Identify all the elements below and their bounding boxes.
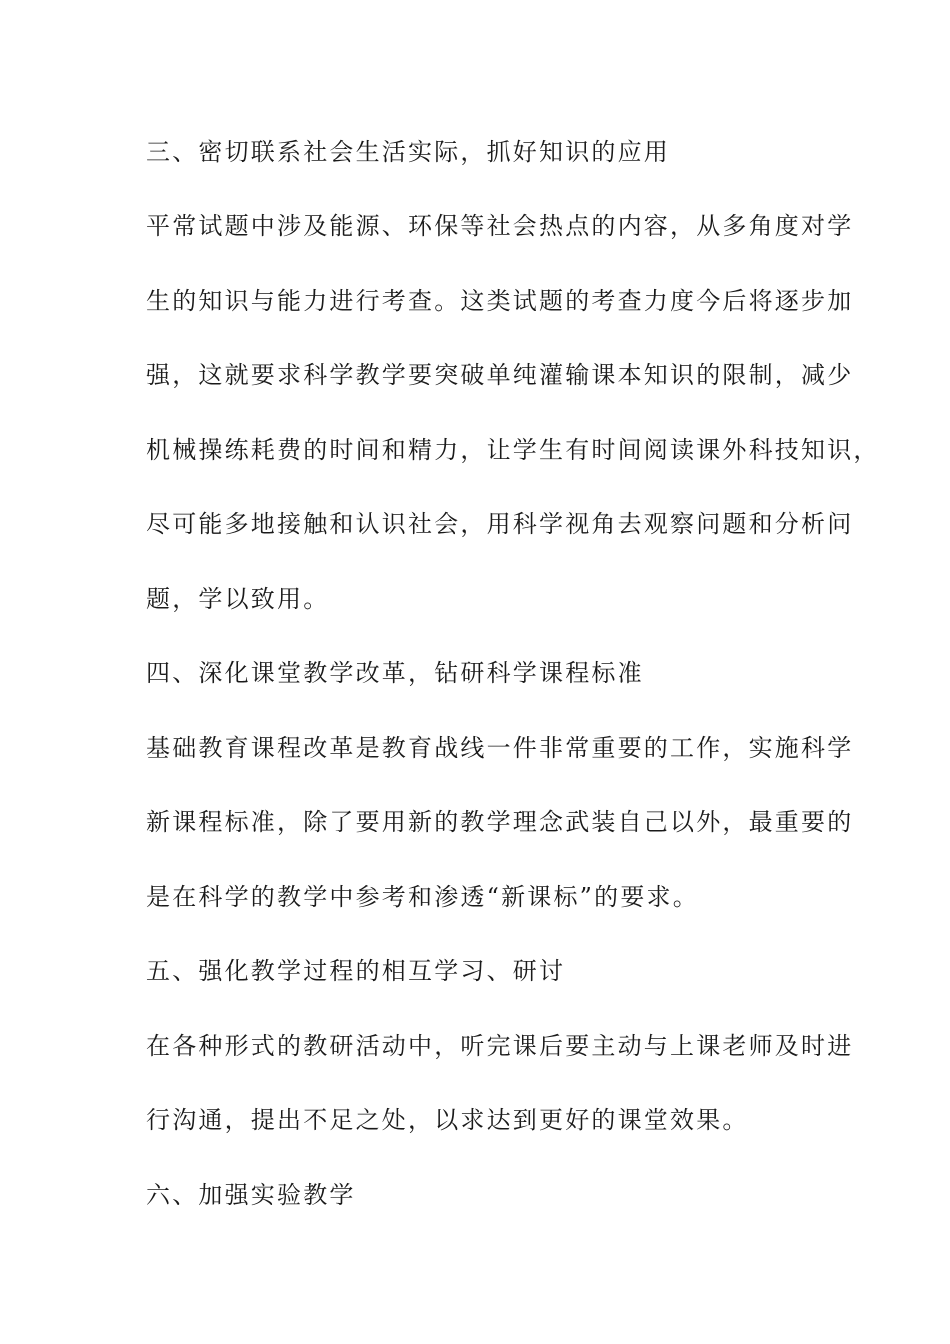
paragraph-line: 平常试题中涉及能源、环保等社会热点的内容，从多角度对学 [146, 212, 854, 240]
paragraph-line: 行沟通，提出不足之处，以求达到更好的课堂效果。 [146, 1106, 749, 1134]
paragraph-line: 新课程标准，除了要用新的教学理念武装自己以外，最重要的 [146, 808, 854, 836]
paragraph-line: 机械操练耗费的时间和精力，让学生有时间阅读课外科技知识， [146, 436, 880, 464]
section-heading-3: 三、密切联系社会生活实际，抓好知识的应用 [146, 138, 670, 166]
paragraph-line: 生的知识与能力进行考查。这类试题的考查力度今后将逐步加 [146, 287, 854, 315]
paragraph-line: 强，这就要求科学教学要突破单纯灌输课本知识的限制，减少 [146, 361, 854, 389]
paragraph-line: 题，学以致用。 [146, 585, 330, 613]
paragraph-line: 尽可能多地接触和认识社会，用科学视角去观察问题和分析问 [146, 510, 854, 538]
paragraph-line: 在各种形式的教研活动中，听完课后要主动与上课老师及时进 [146, 1032, 854, 1060]
section-heading-4: 四、深化课堂教学改革，钻研科学课程标准 [146, 659, 644, 687]
section-heading-6: 六、加强实验教学 [146, 1181, 356, 1209]
section-heading-5: 五、强化教学过程的相互学习、研讨 [146, 957, 566, 985]
paragraph-line: 基础教育课程改革是教育战线一件非常重要的工作，实施科学 [146, 734, 854, 762]
paragraph-line: 是在科学的教学中参考和渗透“新课标”的要求。 [146, 883, 699, 911]
